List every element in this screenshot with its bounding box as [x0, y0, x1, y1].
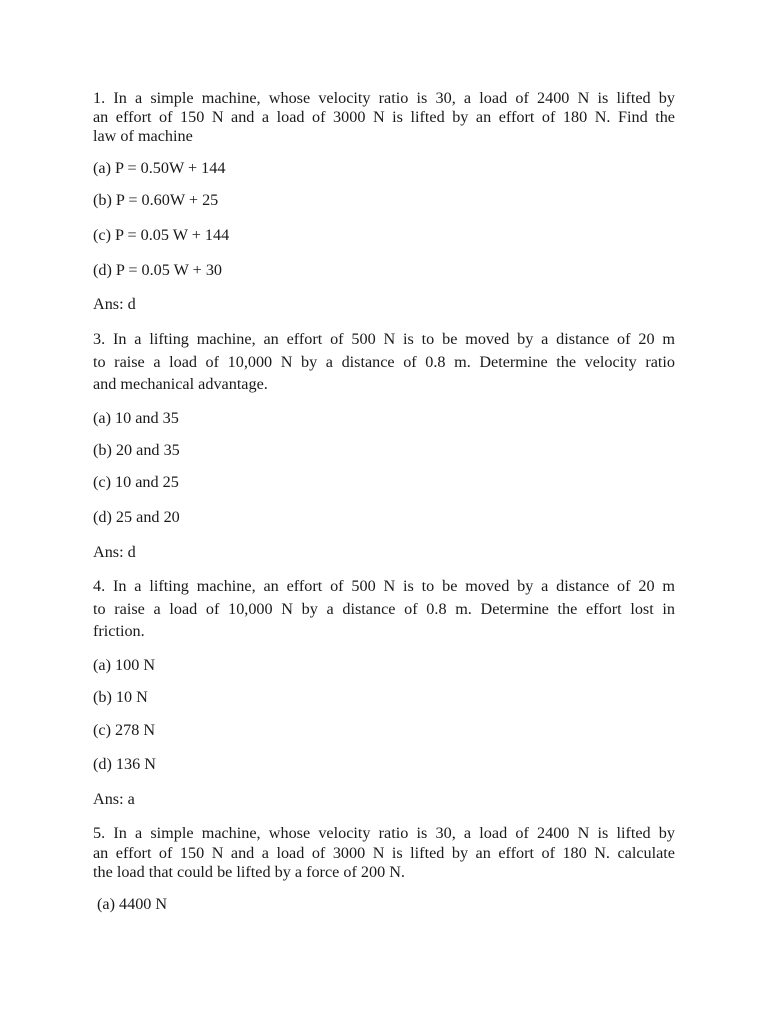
question-1-stem-line-3: law of machine: [93, 127, 193, 145]
question-5-option-a: (a) 4400 N: [97, 895, 168, 913]
question-4-option-c: (c) 278 N: [93, 721, 156, 739]
question-5-stem-line-3: the load that could be lifted by a force of 200 N.: [93, 863, 405, 881]
question-4-answer: Ans: a: [93, 790, 135, 808]
question-1-stem-line-2: an effort of 150 N and a load of 3000 N is lifted by an effort of 180 N. Find the: [93, 108, 675, 126]
question-3-stem-line-3: and mechanical advantage.: [93, 375, 268, 393]
question-3-stem-line-2: to raise a load of 10,000 N by a distance of 0.8 m. Determine the velocity ratio: [93, 353, 675, 371]
question-1-stem-line-1: 1. In a simple machine, whose velocity ratio is 30, a load of 2400 N is lifted by: [93, 89, 675, 107]
question-5-stem-line-1: 5. In a simple machine, whose velocity ratio is 30, a load of 2400 N is lifted by: [93, 824, 675, 842]
question-1-option-d: (d) P = 0.05 W + 30: [93, 261, 223, 279]
question-1-answer: Ans: d: [93, 295, 136, 313]
question-1-option-b: (b) P = 0.60W + 25: [93, 191, 219, 209]
question-3-option-c: (c) 10 and 25: [93, 473, 179, 491]
question-4-option-a: (a) 100 N: [93, 656, 156, 674]
question-4-stem-line-2: to raise a load of 10,000 N by a distance of 0.8 m. Determine the effort lost in: [93, 600, 675, 618]
question-1-option-c: (c) P = 0.05 W + 144: [93, 226, 230, 244]
question-3-option-a: (a) 10 and 35: [93, 409, 179, 427]
question-4-option-d: (d) 136 N: [93, 755, 156, 773]
question-4-option-b: (b) 10 N: [93, 688, 148, 706]
question-1-option-a: (a) P = 0.50W + 144: [93, 159, 226, 177]
question-3-stem-line-1: 3. In a lifting machine, an effort of 500 N is to be moved by a distance of 20 m: [93, 330, 675, 348]
question-5-stem-line-2: an effort of 150 N and a load of 3000 N is lifted by an effort of 180 N. calculate: [93, 844, 675, 862]
question-4-stem-line-3: friction.: [93, 622, 145, 640]
question-3-option-d: (d) 25 and 20: [93, 508, 180, 526]
question-3-answer: Ans: d: [93, 543, 136, 561]
question-3-option-b: (b) 20 and 35: [93, 441, 180, 459]
question-4-stem-line-1: 4. In a lifting machine, an effort of 500 N is to be moved by a distance of 20 m: [93, 577, 675, 595]
